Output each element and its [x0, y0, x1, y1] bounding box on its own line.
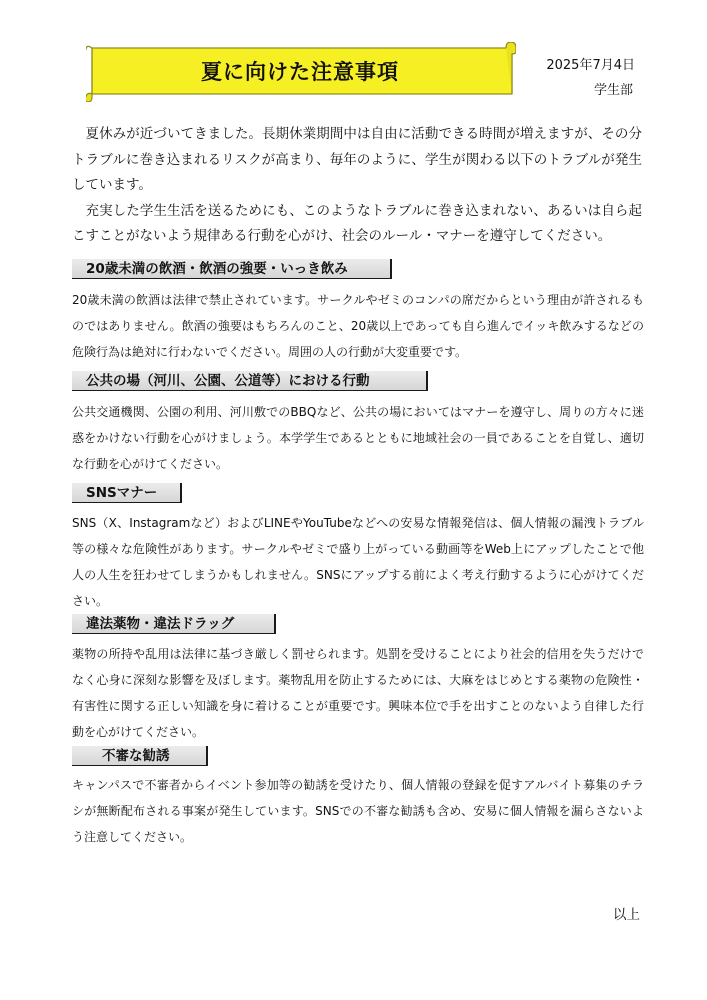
page-title: 夏に向けた注意事項 [201, 60, 399, 84]
issue-date: 2025年7月4日 [546, 58, 635, 73]
section-heading-sns-manners: SNSマナー [72, 483, 182, 503]
section-body-suspicious-solicitation: キャンパスで不審者からイベント参加等の勧誘を受けたり、個人情報の登録を促すアルバイト募集のチラシが無断配布される事案が発生しています。SNSでの不審な勧誘も含め、安易に個人情報を漏らさないよう注意してください。 [72, 778, 644, 844]
section-body-sns-manners: SNS（X、Instagramなど）およびLINEやYouTubeなどへの安易な情報発信は、個人情報の漏洩トラブル等の様々な危険性があります。サークルやゼミで盛り上がっている動画等をWeb上にアップしたことで他人の人生を狂わせてしまうかもしれません。SNSにアップする前によく考え行動するように心がけてください。 [72, 516, 644, 608]
intro-paragraph: 充実した学生生活を送るためにも、このようなトラブルに巻き込まれない、あるいは自ら起こすことがないよう規律ある行動を心がけ、社会のルール・マナーを遵守してください。 [72, 202, 642, 244]
section-body-underage-drinking: 20歳未満の飲酒は法律で禁止されています。サークルやゼミのコンパの席だからという理由が許されるものではありません。飲酒の強要はもちろんのこと、20歳以上であっても自ら進んでイッキ飲みするなどの危険行為は絶対に行わないでください。周囲の人の行動が大変重要です。 [72, 293, 644, 359]
closing-remark: 以上 [613, 907, 640, 923]
section-heading-illegal-drugs: 違法薬物・違法ドラッグ [72, 614, 276, 634]
section-body-public-places: 公共交通機関、公園の利用、河川敷でのBBQなど、公共の場においてはマナーを遵守し、周りの方々に迷惑をかけない行動を心がけましょう。本学学生であるとともに地域社会の一員であることを自覚し、適切な行動を心がけてください。 [72, 405, 644, 471]
section-heading-underage-drinking: 20歳未満の飲酒・飲酒の強要・いっき飲み [72, 259, 392, 279]
title-banner [86, 42, 514, 94]
section-heading-public-places: 公共の場（河川、公園、公道等）における行動 [72, 371, 428, 391]
intro-paragraph: 夏休みが近づいてきました。長期休業期間中は自由に活動できる時間が増えますが、その分トラブルに巻き込まれるリスクが高まり、毎年のように、学生が関わる以下のトラブルが発生しています。 [72, 126, 642, 193]
section-heading-suspicious-solicitation: 不審な勧誘 [72, 746, 208, 766]
issuing-department: 学生部 [593, 83, 633, 98]
section-body-illegal-drugs: 薬物の所持や乱用は法律に基づき厳しく罰せられます。処罰を受けることにより社会的信用を失うだけでなく心身に深刻な影響を及ぼします。薬物乱用を防止するためには、大麻をはじめとする薬物の危険性・有害性に関する正しい知識を身に着けることが重要です。興味本位で手を出すことのないよう自律した行動を心がけてください。 [72, 647, 644, 739]
intro-text [72, 122, 642, 250]
